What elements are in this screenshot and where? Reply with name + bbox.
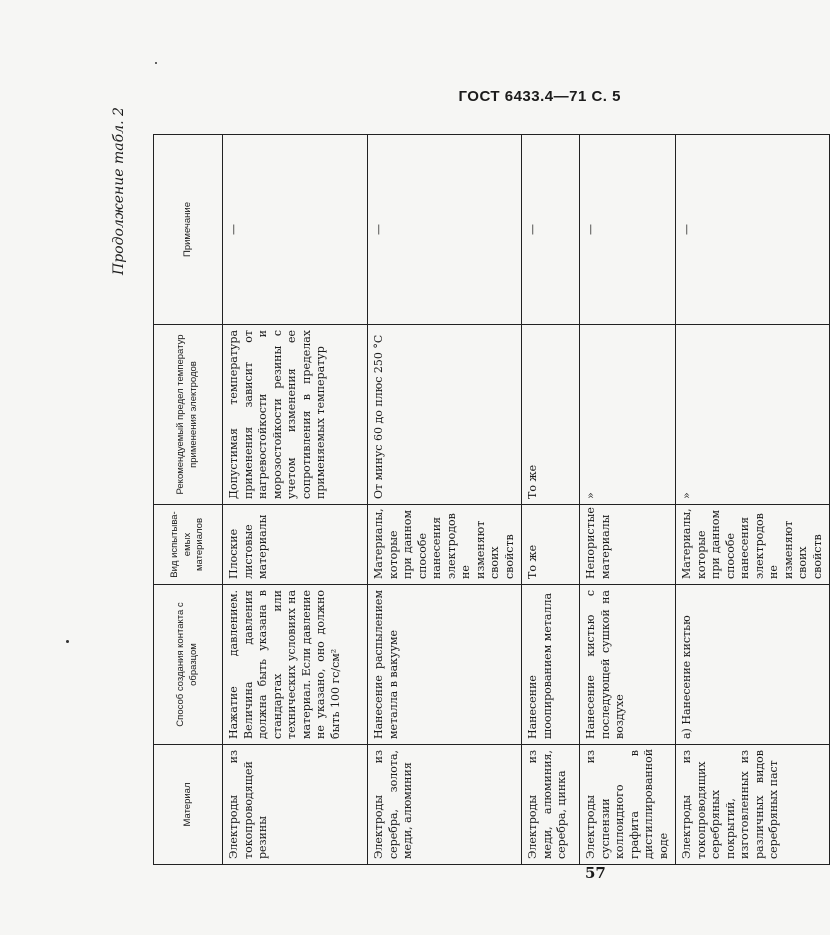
table-row: [223, 135, 368, 865]
cell-material: Электроды из суспензии коллоидного графита в дистиллированной воде: [580, 745, 676, 865]
cell-temperature: От минус 60 до плюс 250 °С: [368, 325, 522, 505]
cell-material: Электроды из серебра, золота, меди, алюминия: [368, 745, 522, 865]
header-specimen: Вид испытыва-емых материалов: [154, 505, 223, 585]
cell-method: Нажатие давлением. Величина давления должна быть указана в стандартах или технических условиях на материал. Если давление не указано, оно должно быть 100 гс/см²: [223, 585, 368, 745]
cell-specimen: Материалы, которые при данном способе нанесения электродов не изменяют своих свойств: [676, 505, 830, 585]
cell-method: а) Нанесение кистью: [676, 585, 830, 745]
cell-specimen: Плоские листовые материалы: [223, 505, 368, 585]
continuation-label: Продолжение табл. 2: [111, 107, 127, 275]
speck-mark: [155, 62, 157, 64]
table-row: [676, 135, 830, 865]
header-method: Способ создания контакта с образцом: [154, 585, 223, 745]
page-header: ГОСТ 6433.4—71 С. 5: [458, 88, 621, 105]
cell-note: —: [580, 135, 676, 325]
table-row: [368, 135, 522, 865]
header-temperature: Рекомендуемый предел температур применения электродов: [154, 325, 223, 505]
cell-temperature: »: [580, 325, 676, 505]
table-header-row: [154, 135, 223, 865]
header-material: Материал: [154, 745, 223, 865]
cell-material: Электроды из меди, алюминия, серебра, цинка: [522, 745, 580, 865]
cell-temperature: »: [676, 325, 830, 505]
cell-specimen: Непористые материалы: [580, 505, 676, 585]
cell-specimen: Материалы, которые при данном способе нанесения электродов не изменяют своих свойств: [368, 505, 522, 585]
cell-note: —: [522, 135, 580, 325]
rotated-table-block: [111, 107, 824, 865]
page-number: 57: [585, 864, 606, 882]
table-row: [522, 135, 580, 865]
cell-material: Электроды из токопроводящей резины: [223, 745, 368, 865]
cell-method: Нанесение шоопированием металла: [522, 585, 580, 745]
cell-temperature: Допустимая температура применения зависит от нагревостойкости и морозостойкости резины с учетом изменения ее сопротивления в пределах применяемых температур: [223, 325, 368, 505]
cell-temperature: То же: [522, 325, 580, 505]
cell-note: —: [223, 135, 368, 325]
speck-mark: [66, 640, 69, 643]
cell-specimen: То же: [522, 505, 580, 585]
table-row: [580, 135, 676, 865]
cell-note: —: [368, 135, 522, 325]
cell-method: Нанесение кистью с последующей сушкой на воздухе: [580, 585, 676, 745]
materials-table: [153, 134, 830, 865]
cell-method: Нанесение распылением металла в вакууме: [368, 585, 522, 745]
cell-note: —: [676, 135, 830, 325]
header-note: Примечание: [154, 135, 223, 325]
cell-material: Электроды из токопроводящих серебряных покрытий, изготовленных из различных видов серебряных паст: [676, 745, 830, 865]
